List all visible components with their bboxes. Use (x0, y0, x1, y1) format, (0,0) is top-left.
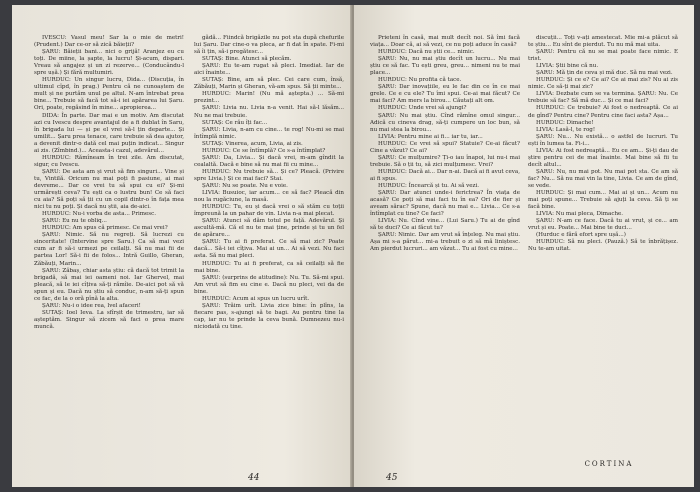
open-book (12, 5, 694, 487)
dialogue-paragraph: ȘARU: De asta am și vrut să fim singuri... Vine și tu, Vintilă. Oricum nu mai poți fi pasiune, ai mai devreme... Dar ce vrei tu să spui cu ei? Și-mi urmărești ceva? Tu ești ca o lustru bun! Ce să faci cu aia? Să poți să ții cu un copil dintr-o în fața mea nici tu nu poți. Și dacă nu știi, aia de-aici. (34, 168, 184, 211)
dialogue-paragraph: ȘARU: Trăim urît. Livia zice bine: în plîns, la fiecare pas, s-ajungi să te bagi. Au pentru tine la cap, iar nu te prinde la ceva bună. Dumnezeu nu-i niciodată cu tine. (194, 302, 344, 330)
dialogue-paragraph: IVESCU: Vasul meu! Sar la o mie de metri! (Prudent.) Dar ce-or să zică băieții? (34, 35, 184, 49)
dialogue-paragraph: ȘARU: Nu, nu mai pot. Nu mai pot sta. Ce am să fac? Nu... Să nu mai vin la tine, Livia. Ce am de gînd, se vede. (528, 168, 678, 189)
dialogue-paragraph: ȘARU: (surprins de atitudine): Nu. Tu. Să-mi spui. Am vrut să fim eu cine e. Dacă nu pleci, vei da de bine. (194, 274, 344, 295)
dialogue-paragraph: ȘARU: Eu te-am rugat să pleci. Imediat. Iar de aici înainte... (194, 63, 344, 77)
dialogue-paragraph: ȘARU: Nu-i o idee rea, lvel afaceri! (42, 302, 141, 309)
dialogue-paragraph: ȘARU: Livia nu. Livia n-a venit. Hai să-l lăsăm... Nu ne mai trebuie. (194, 105, 344, 119)
dialogue-paragraph: ȘARU: Nu... Nu există... o astfel de lucruri. Tu ești în lumea ta. Fi-i... (528, 133, 678, 147)
dialogue-paragraph: DIDA: În parte. Dar mai e un motiv. Am discutat azi cu Ivescu despre avantajul de a fi dublat în Saru, în brigada lui — și pe el vrei să-l țin departe... Și umilit... Șaru prea tenace, care trebuie să dea ajutor, a devenit dintr-o dată cel mai puțin indicat... Singur ai zis. (Zîmbind.)... Aceasta-i cazul, adevărul... (34, 112, 184, 154)
dialogue-paragraph: LIVIA: Dezbate cum se va termina. ȘARU: Nu. Ce trebuie să fac? Să mă duc... Și ce mai faci? (528, 91, 678, 105)
dialogue-paragraph: ȘARU: Dar atunci unde-i ferictrea? În viața de acasă? Ce poți să mai faci tu în ea? Ori de fier și aveam sărac? Spune, dacă nu mai e... Livia... Ce s-a întîmplat cu tine? Ce faci? (370, 190, 520, 218)
right-page-column-1 (370, 35, 520, 253)
dialogue-paragraph: ȘARU: Nimic. Dar am vrut să înțeleg. Nu mai știu. Așa mi s-a părut... mi-a trebuit o zi să mă liniștesc. Am pierdut lucruri... am văzut... Tu ai fost cu mine... (370, 232, 520, 253)
dialogue-paragraph: LIVIA: Ai fost nedreaptă... Eu ce am... Și-ți dau de știre pentru cei de mai înainte. Mai bine să fii tu decît altul... (528, 147, 678, 168)
dialogue-paragraph: HURDUC: Să nu pleci. (Pauză.) Să te înbrățișez. Nu te-am uitat. (528, 239, 678, 253)
dialogue-paragraph: HURDUC: Am spus că primesc. Ce mai vrei? (42, 225, 168, 232)
dialogue-paragraph: ȘARU: Nu mai știu. Cînd rămîne omul singur... Adică cu cineva drag, să-ți cumpere un loc bun, să nu mai stea la birou... (370, 112, 520, 133)
dialogue-paragraph: ȘARU: Nimic. Să nu regreți. Să lucrezi cu sinceritate! (Intervine spre Saru.) Ca să mai vezi cum ar fi să-i urmezi pe ceilalți. Să nu mai fii de partea Lor! Să-i fii de folos... Intră Guillo, Gheran, Zăbăuți, Marin... (34, 232, 184, 267)
dialogue-paragraph: ȘARU: Eu nu te obliq... (42, 218, 107, 225)
dialogue-paragraph: HURDUC: Dacă nu știi ce... nimic. (378, 49, 475, 56)
dialogue-paragraph: HURDUC: Un singur lucru, Dida... (Discuția, în ultimul cîpd, în prag.) Pentru că ne cunoaștem de mult și ne purtăm unul pe altul. N-am întrebat prea bine... Trebuie să facă tot să-i iei apărarea lui Șaru. Ori, poate, regăsind în mine... apropierea... (34, 77, 184, 112)
dialogue-paragraph: HURDUC: Ce trebuie? Ai fost o nedreaptă. Ce ai de gînd? Pentru cine? Pentru cine faci asta? Așa... (528, 105, 678, 119)
dialogue-paragraph: HURDUC: Încearcă și tu. Ai să vezi. (378, 182, 480, 189)
left-page (12, 5, 352, 487)
dialogue-paragraph: HURDUC: Rămîneam în trei zile. Am discutat, sigur, cu Ivescu. (34, 154, 184, 168)
dialogue-paragraph: HURDUC: Și mai cum... Mai ai și un... Acum nu mai poți spune... Trebuie să ajuți la ceva. Să ți se facă bine. (528, 190, 678, 211)
dialogue-paragraph: SUTAȘ: Bine, am să plec. Cei care cum, însă, Zăbăuți, Marin și Gheran, vă-am spus. Să ții minte... (194, 77, 344, 91)
dialogue-paragraph: LIVIA: Nu mai pleca, Dimache. (536, 211, 624, 218)
dialogue-paragraph: ȘARU: Tu ai fi preferat. Ce să mai zic? Poate dacă... Să-i iei cîțiva. Mai ai un... Ai să vezi. Nu faci asta. Să nu mai pleci. (194, 239, 344, 260)
dialogue-paragraph: HURDUC: Tu ai fi preferat, ca să ceilalți să fie mai bine. (194, 260, 344, 274)
dialogue-paragraph: ȘARU: Nu se poate. Nu e voie. (202, 182, 288, 189)
dialogue-paragraph: LIVIA: Pentru mine ai fi... iar tu, iar... (378, 133, 483, 140)
dialogue-paragraph: HURDUC: Și ce e? Ce ai? Ce ai mai zis? Nu ai zis nimic. Ce să-ți mai zic? (528, 77, 678, 91)
dialogue-paragraph: (Hurduc e fără efort spre ușă...) (536, 232, 626, 239)
dialogue-paragraph: HURDUC: Tu, eu și dacă vrei o să stăm cu toții împreună la un pahar de vin. Livia n-a mai plecat. (194, 204, 344, 218)
dialogue-paragraph: ȘARU: Ce mulțumire? Ți-o iau înapoi, lui nu-i mai trebuie. Să o ții tu, să zici mulțumesc. Vrei? (370, 154, 520, 168)
dialogue-paragraph: ȘARU: Atunci să dăm totul pe față. Adevărul. Și ascultă-mă. Că el nu te mai ține, prinde și tu un fel de apărare... (194, 218, 344, 239)
dialogue-paragraph: ȘARU: N-am ce face. Dacă tu ai vrut, și ce... am vrut și eu. Poate... Mai bine te duci... (528, 218, 678, 232)
dialogue-paragraph: ȘARU: Nu, nu mai știu decît un lucru... Nu mai știu ce să fac. Tu ești greu, greu... nimeni nu te mai place... (370, 56, 520, 77)
dialogue-paragraph: discuții... Toți v-ați amestecat. Mie mi-a plăcut să te știu... Eu sînt de pierdut. Tu nu mă mai uita. (528, 35, 678, 49)
dialogue-paragraph: SUTAȘ: Ce rău îți fac... (202, 119, 268, 126)
dialogue-paragraph: LIVIA: Știi bine că nu. (536, 63, 599, 70)
dialogue-paragraph: HURDUC: Ce vrei să spui? Statuie? Ce-ai făcut? Cine a văzut? Ce ai? (370, 140, 520, 154)
dialogue-paragraph: SUTAȘ: Ioel Ieva. La sfîrșit de trimestru, iar să așteptăm. Singur să zicem să faci o prea mare muncă. (34, 309, 184, 330)
dialogue-paragraph: HURDUC: Unde vrei să ajungi? (378, 105, 467, 112)
right-page (354, 5, 694, 487)
dialogue-paragraph: HURDUC: Nu profita că tace. (378, 77, 462, 84)
dialogue-paragraph: HURDUC: Nu-i vorba de asta... Primesc. (42, 211, 157, 218)
left-page-number: 44 (248, 473, 260, 483)
right-page-number: 45 (386, 473, 398, 483)
dialogue-paragraph: HURDUC: Dimache! (536, 119, 594, 126)
dialogue-paragraph: gădă... Fiindcă brigăzile nu pot sta după chefurile lui Șaru. Dar cine-o va pleca, ar fi dat în spate. Fi-mi să îi țin, să-i pregătesc... (194, 35, 344, 56)
dialogue-paragraph: ȘARU: Dar inovațiile, eu le fac din ce în ce mai grele. Ce e cu ele? Tu îmi spui. Ce-ai mai făcut? Ce mai faci? Am mers la birou... Căutați alt om. (370, 84, 520, 105)
ending-label: CORTINA (584, 460, 634, 468)
dialogue-paragraph: SUTAȘ: Bine. Atunci să plecăm. (202, 56, 292, 63)
dialogue-paragraph: HURDUC: Marin! (Nu mă aștepta.) ... Să-mi prezint... (194, 91, 344, 105)
dialogue-paragraph: ȘARU: Da, Livia... Și dacă vrei, m-am gîndit la cealaltă. Dacă e bine să nu mai fii cu mine... (194, 154, 344, 168)
dialogue-paragraph: LIVIA: Busuioc, iar acum... ce să fac? Pleacă din nou la rugăciune, la masă. (194, 190, 344, 204)
dialogue-paragraph: HURDUC: Ce se întîmplă? Ce s-a întîmplat? (202, 147, 326, 154)
left-page-column-1 (34, 35, 184, 331)
dialogue-paragraph: LIVIA: Lasă-l, te rog! (536, 126, 596, 133)
dialogue-paragraph: HURDUC: Nu trebuie să... Și ce? Pleacă. (Privire spre Livia.) Și ce mai faci? Stai. (194, 168, 344, 182)
dialogue-paragraph: ȘARU: Băieții bani... nici o grijă! Aranjez eu cu toți. De miine, la șapte, la lucru! Și-acum, dispari. Vreau să angajez și un zi rezerve... (Conducându-l spre ușă.) Și fără multumiri. (34, 49, 184, 77)
dialogue-paragraph: ȘARU: Mă țin de ceva și mă duc. Să nu mai vezi. (536, 70, 673, 77)
dialogue-paragraph: SUTAȘ: Vinerea, acum, Livia, ai zis. (202, 140, 303, 147)
dialogue-paragraph: Prieteni în casă, mai mult decît noi. Să îmi facă viața... Doar că, ai să vezi, ce nu poți aduce în casă? (370, 35, 520, 49)
dialogue-paragraph: HURDUC: Dacă ai... Dar n-ai. Dacă ai fi avut ceva, ai fi spus. (370, 168, 520, 182)
dialogue-paragraph: ȘARU: Zăbaș, chiar asta știu: că dacă tot trimit la brigadă, să mai iei oameni noi. Iar Ghervel, mai pleacă, să le iei cîțiva să-ți rămîie. De-aici pot să vă spun și eu. Dacă nu știu să conduc, n-am să-ți spun ce fac, de la o oră pînă la alta. (34, 267, 184, 302)
dialogue-paragraph: ȘARU: Pentru că nu se mai poate face nimic. E trist. (528, 49, 678, 63)
left-page-column-2 (194, 35, 344, 331)
dialogue-paragraph: LIVIA: Nu. Cînd vine... (Lui Saru.) Tu ai de gînd să te duci? Ce ai făcut tu? (370, 218, 520, 232)
right-page-column-2 (528, 35, 678, 253)
dialogue-paragraph: ȘARU: Livia, n-am cu cine... te rog! Nu-mi se mai întîmplă nimic. (194, 126, 344, 140)
dialogue-paragraph: HURDUC: Acum ai spus un lucru urît. (202, 295, 310, 302)
